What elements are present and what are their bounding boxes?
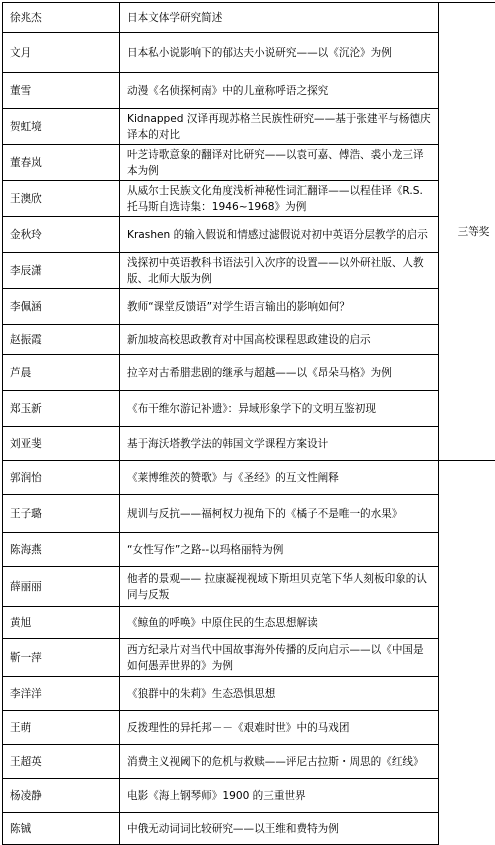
table-row [3,813,495,845]
table-row [3,73,495,109]
student-name: 芦晨 [3,355,120,391]
paper-title: 日本文体学研究简述 [120,3,439,33]
table-row [3,289,495,325]
paper-title: 动漫《名侦探柯南》中的儿童称呼语之探究 [120,73,439,109]
paper-title: 日本私小说影响下的郁达夫小说研究——以《沉沦》为例 [120,33,439,73]
table-row [3,109,495,145]
student-name: 陈铖 [3,813,120,845]
table-row [3,745,495,779]
paper-title: 《莱博维茨的赞歌》与《圣经》的互文性阐释 [120,461,439,495]
table-row [3,181,495,217]
student-name: 董雪 [3,73,120,109]
paper-title: 从威尔士民族文化角度浅析神秘性词汇翻译——以程佳译《R.S.托马斯自选诗集：1946~1968》为例 [120,181,439,217]
paper-title: Kidnapped 汉译再现苏格兰民族性研究——基于张建平与杨德庆译本的对比 [120,109,439,145]
award-table [2,2,495,845]
award-table-body [3,3,495,845]
table-row [3,217,495,253]
table-row [3,567,495,607]
paper-title: “女性写作”之路--以玛格丽特为例 [120,533,439,567]
table-row [3,3,495,33]
student-name: 董春岚 [3,145,120,181]
award-level: 三等奖 [439,3,495,461]
paper-title: 拉辛对古希腊悲剧的继承与超越——以《昂朵马格》为例 [120,355,439,391]
student-name: 王萌 [3,711,120,745]
student-name: 王澳欣 [3,181,120,217]
student-name: 郭润怡 [3,461,120,495]
paper-title: 反拨理性的异托邦－－《艰难时世》中的马戏团 [120,711,439,745]
table-row [3,779,495,813]
paper-title: Krashen 的输入假说和情感过滤假说对初中英语分层教学的启示 [120,217,439,253]
paper-title: 《布干维尔游记补遗》：异域形象学下的文明互鉴初现 [120,391,439,427]
student-name: 杨凌静 [3,779,120,813]
table-row [3,711,495,745]
paper-title: 浅探初中英语教科书语法引入次序的设置——以外研社版、人教版、北师大版为例 [120,253,439,289]
award-level-continued [439,461,495,845]
student-name: 李辰潇 [3,253,120,289]
table-row [3,427,495,461]
student-name: 王超英 [3,745,120,779]
table-row [3,145,495,181]
student-name: 郑玉新 [3,391,120,427]
paper-title: 叶芝诗歌意象的翻译对比研究——以袁可嘉、傅浩、裘小龙三译本为例 [120,145,439,181]
paper-title: 《鲸鱼的呼唤》中原住民的生态思想解读 [120,607,439,639]
table-row [3,607,495,639]
table-row [3,461,495,495]
paper-title: 电影《海上钢琴师》1900 的三重世界 [120,779,439,813]
student-name: 黄旭 [3,607,120,639]
student-name: 李佩涵 [3,289,120,325]
table-row [3,639,495,677]
table-row [3,495,495,533]
table-row [3,253,495,289]
table-row [3,677,495,711]
student-name: 靳一萍 [3,639,120,677]
student-name: 李洋洋 [3,677,120,711]
paper-title: 基于海沃塔教学法的韩国文学课程方案设计 [120,427,439,461]
student-name: 赵振霞 [3,325,120,355]
paper-title: 教师“课堂反馈语”对学生语言输出的影响如何？ [120,289,439,325]
paper-title: 他者的景观—— 拉康凝视视域下斯坦贝克笔下华人刻板印象的认同与反叛 [120,567,439,607]
paper-title: 新加坡高校思政教育对中国高校课程思政建设的启示 [120,325,439,355]
student-name: 贺虹境 [3,109,120,145]
paper-title: 西方纪录片对当代中国故事海外传播的反向启示——以《中国是如何愚弄世界的》为例 [120,639,439,677]
student-name: 金秋玲 [3,217,120,253]
table-row [3,355,495,391]
table-row [3,325,495,355]
table-row [3,391,495,427]
paper-title: 《狼群中的朱莉》生态恐惧思想 [120,677,439,711]
table-row [3,33,495,73]
student-name: 王子璐 [3,495,120,533]
student-name: 薛丽丽 [3,567,120,607]
paper-title: 中俄无动词词比较研究——以王维和费特为例 [120,813,439,845]
table-row [3,533,495,567]
student-name: 陈海燕 [3,533,120,567]
paper-title: 消费主义视阈下的危机与救赎——评尼古拉斯・周思的《红线》 [120,745,439,779]
paper-title: 规训与反抗——福柯权力视角下的《橘子不是唯一的水果》 [120,495,439,533]
student-name: 徐兆杰 [3,3,120,33]
student-name: 刘亚斐 [3,427,120,461]
student-name: 文月 [3,33,120,73]
